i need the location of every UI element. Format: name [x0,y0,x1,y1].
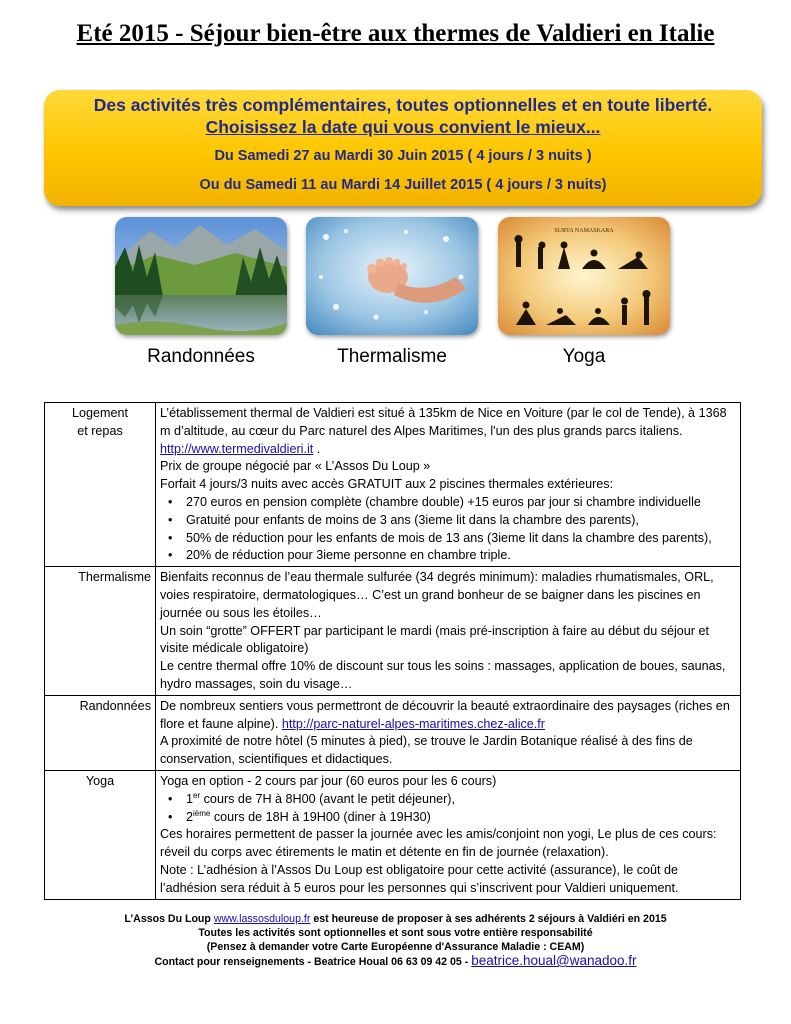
label-yoga: Yoga [45,770,156,899]
label-thermalisme: Thermalisme [45,567,156,696]
group-price-text: Prix de groupe négocié par « L’Assos Du Loup » [160,459,431,474]
row-content-logement [156,403,741,567]
botanic-garden-text: A proximité de notre hôtel (5 minutes à pied), se trouve le Jardin Botanique réalisé à des fins de conservation, scientifiques et didactiques. [160,734,693,767]
row-content-randonnees [156,695,741,770]
table-row-thermalisme [45,567,741,696]
hiking-photo [115,217,287,335]
row-content-yoga [156,770,741,899]
caption-thermal: Thermalisme [337,346,447,367]
caption-yoga: Yoga [562,346,606,367]
banner-subheadline: Choisissez la date qui vous convient le mieux... [205,117,601,137]
list-item: • 20% de réduction pour 3ieme personne en chambre triple. [180,547,736,565]
contact-email-link[interactable]: beatrice.houal@wanadoo.fr [471,953,637,968]
banner-headline: Des activités très complémentaires, toutes optionnelles et en toute liberté. [93,95,713,115]
banner-date-july: Ou du Samedi 11 au Mardi 14 Juillet 2015 ( 4 jours / 3 nuits) [199,177,607,193]
activities-table [44,402,741,900]
label-randonnees: Randonnées [45,695,156,770]
pricing-list [160,494,736,565]
thermal-photo [306,217,478,335]
grotte-text: Un soin “grotte” OFFERT par participant le mardi (mais pré-inscription à faire au début du séjour et visite médicale obligatoire) [160,623,710,656]
thermal-benefits-text: Bienfaits reconnus de l’eau thermale sulfurée (34 degrés minimum): maladies rhumatismales, ORL, voies respiratoire, dermatologiques… C’est un grand bonheur de se baigner dans les piscines en journée ou sous les étoiles… [160,570,714,620]
footer-line-3: (Pensez à demander votre Carte Européenne d'Assurance Maladie : CEAM) [206,941,585,953]
yoga-photo [498,217,670,335]
yoga-option-text: Yoga en option - 2 cours par jour (60 euros pour les 6 cours) [160,773,497,788]
yoga-schedule-note: Ces horaires permettent de passer la journée avec les amis/conjoint non yogi, Le plus de ces cours: réveil du corps avec étirements le matin et détente en fin de journée (relaxation). [160,827,717,860]
dates-banner [44,90,762,206]
row-label-logement [45,403,156,567]
label-logement: Logement [71,406,128,420]
lassosduloup-link[interactable]: www.lassosduloup.fr [213,913,311,925]
yoga-schedule-list [160,791,736,827]
package-text: Forfait 4 jours/3 nuits avec accès GRATUIT aux 2 piscines thermales extérieures: [160,477,614,492]
footer [0,912,791,969]
list-item: • 270 euros en pension complète (chambre double) +15 euros par jour si chambre individuelle [180,494,736,512]
label-repas: et repas [77,423,123,438]
trails-text: De nombreux sentiers vous permettront de découvrir la beauté extraordinaire des paysages (riches en flore et faune alpine). http://parc-naturel-alpes-maritimes.chez-alice.fr [160,698,730,731]
termedivaldieri-link[interactable]: http://www.termedivaldieri.it [160,441,314,456]
caption-hiking: Randonnées [147,346,255,367]
discount-text: Le centre thermal offre 10% de discount sur tous les soins : massages, application de boues, saunas, hydro massages, soin du visage… [160,659,726,691]
footer-line-4: Contact pour renseignements - Beatrice Houal 06 63 09 42 05 - beatrice.houal@wanadoo.fr [154,953,637,968]
logement-text: L’établissement thermal de Valdieri est situé à 135km de Nice en Voiture (par le col de Tende), à 1368 m d’altitude, au cœur du Parc naturel des Alpes Maritimes, l'un des plus grands parcs italiens. http://www.termedivaldieri.it . [160,406,727,456]
page-title: Eté 2015 - Séjour bien-être aux thermes de Valdieri en Italie [76,20,715,47]
footer-line-1: L’Assos Du Loup www.lassosduloup.fr est heureuse de proposer à ses adhérents 2 séjours à Valdiéri en 2015 [124,913,667,925]
parc-naturel-link[interactable]: http://parc-naturel-alpes-maritimes.chez-alice.fr [281,716,545,731]
list-item: • Gratuité pour enfants de moins de 3 ans (3ieme lit dans la chambre des parents), [180,512,736,530]
membership-note: Note : L’adhésion à l’Assos Du Loup est obligatoire pour cette activité (assurance), le coût de l’adhésion sera réduit à 5 euros pour les personnes qui s’inscrivent pour Valdieri uniquement. [160,862,679,895]
list-item: • 2ième cours de 18H à 19H00 (diner à 19H30) [180,809,736,827]
banner-date-june: Du Samedi 27 au Mardi 30 Juin 2015 ( 4 jours / 3 nuits ) [214,148,592,164]
table-row-yoga [45,770,741,899]
row-content-thermalisme [156,567,741,696]
table-row-logement [45,403,741,567]
list-item: • 1er cours de 7H à 8H00 (avant le petit déjeuner), [180,791,736,809]
table-row-randonnees [45,695,741,770]
footer-line-2: Toutes les activités sont optionnelles et sont sous votre entière responsabilité [198,927,593,939]
yoga-photo-text: SURYA NAMASKARA [554,228,614,234]
list-item: • 50% de réduction pour les enfants de mois de 13 ans (3ieme lit dans la chambre des parents), [180,530,736,548]
